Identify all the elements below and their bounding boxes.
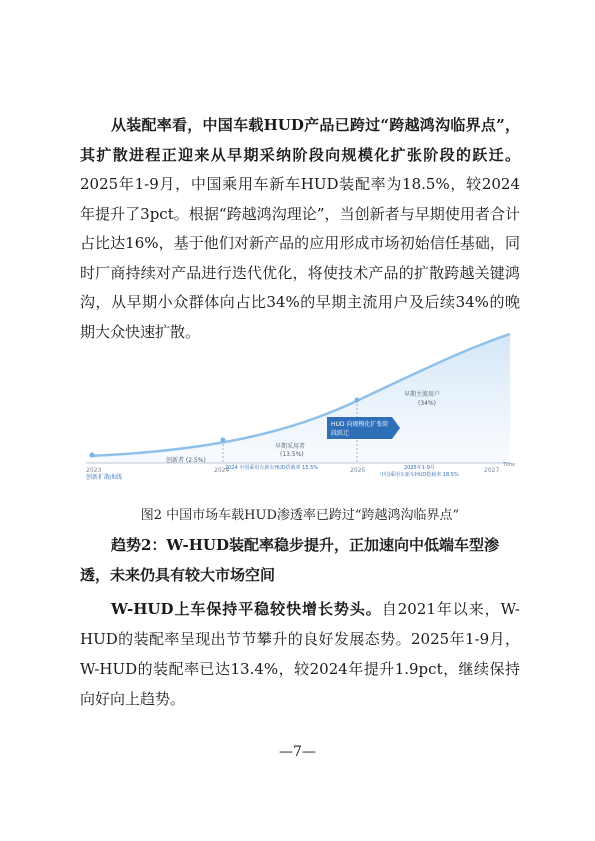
x-tick-2025: 2025 <box>350 467 366 474</box>
hud-rate-2024-label: 2024 中国乘用车新车HUD搭载率 15.5% <box>225 465 319 471</box>
hud-rate-2025-label: 中国乘用车新车HUD搭载率 18.5% <box>380 472 459 478</box>
x-tick-2027: 2027 <box>484 467 500 474</box>
paragraph-hud-adoption <box>80 111 520 347</box>
trend-heading: 趋势2：W-HUD装配率稳步提升，正加速向中低端车型渗透，未来仍具有较大市场空间 <box>80 536 499 584</box>
diffusion-curve-figure <box>80 326 520 496</box>
callout-line1: HUD 向规模化扩张阶 <box>331 421 389 428</box>
curve-name-label: 创新扩散曲线 <box>86 474 123 481</box>
page-number: —7— <box>279 744 316 760</box>
paragraph-lead-bold: 从装配率看，中国车载HUD产品已跨过“跨越鸿沟临界点”，其扩散进程正迎来从早期采纳阶段向规模化扩张阶段的跃迁。 <box>80 116 520 164</box>
x-tick-2024: 2024 <box>214 467 230 474</box>
paragraph-body: 2025年1-9月，中国乘用车新车HUD装配率为18.5%，较2024年提升了3pct。根据“跨越鸿沟理论”，当创新者与早期使用者合计占比达16%，基于他们对新产品的应用形成市场初始信任基础，同时厂商持续对产品进行迭代优化，将使技术产品的扩散跨越关键鸿沟，从早期小众群体向占比34%的早期主流用户及后续34%的晚期大众快速扩散。 <box>80 175 520 341</box>
point-2023 <box>90 453 95 458</box>
stage-early-majority-pct: (34%) <box>418 400 437 407</box>
stage-early-adopters-pct: (13.5%) <box>280 451 304 458</box>
paragraph-body: 自2021年以来，W-HUD的装配率呈现出节节攀升的良好发展态势。2025年1-9月，W-HUD的装配率已达13.4%，较2024年提升1.9pct，继续保持向好向上趋势。 <box>80 600 520 708</box>
paragraph-lead-bold: W-HUD上车保持平稳较快增长势头。 <box>111 600 382 618</box>
axis-end-label: Time <box>503 462 516 468</box>
paragraph-whud <box>80 594 520 714</box>
figure-caption: 图2 中国市场车载HUD渗透率已跨过“跨越鸿沟临界点” <box>140 508 460 523</box>
callout-line2: 段跃迁 <box>331 430 350 437</box>
stage-early-adopters: 早期采用者 <box>275 443 306 450</box>
stage-early-majority: 早期主流用户 <box>404 391 441 398</box>
period-label: 2025年1-9月 <box>404 465 435 471</box>
x-tick-2023: 2023 <box>86 467 102 474</box>
point-2025 <box>355 398 360 403</box>
point-2024 <box>221 438 226 443</box>
stage-innovators: 创新者 (2.5%) <box>166 457 206 464</box>
